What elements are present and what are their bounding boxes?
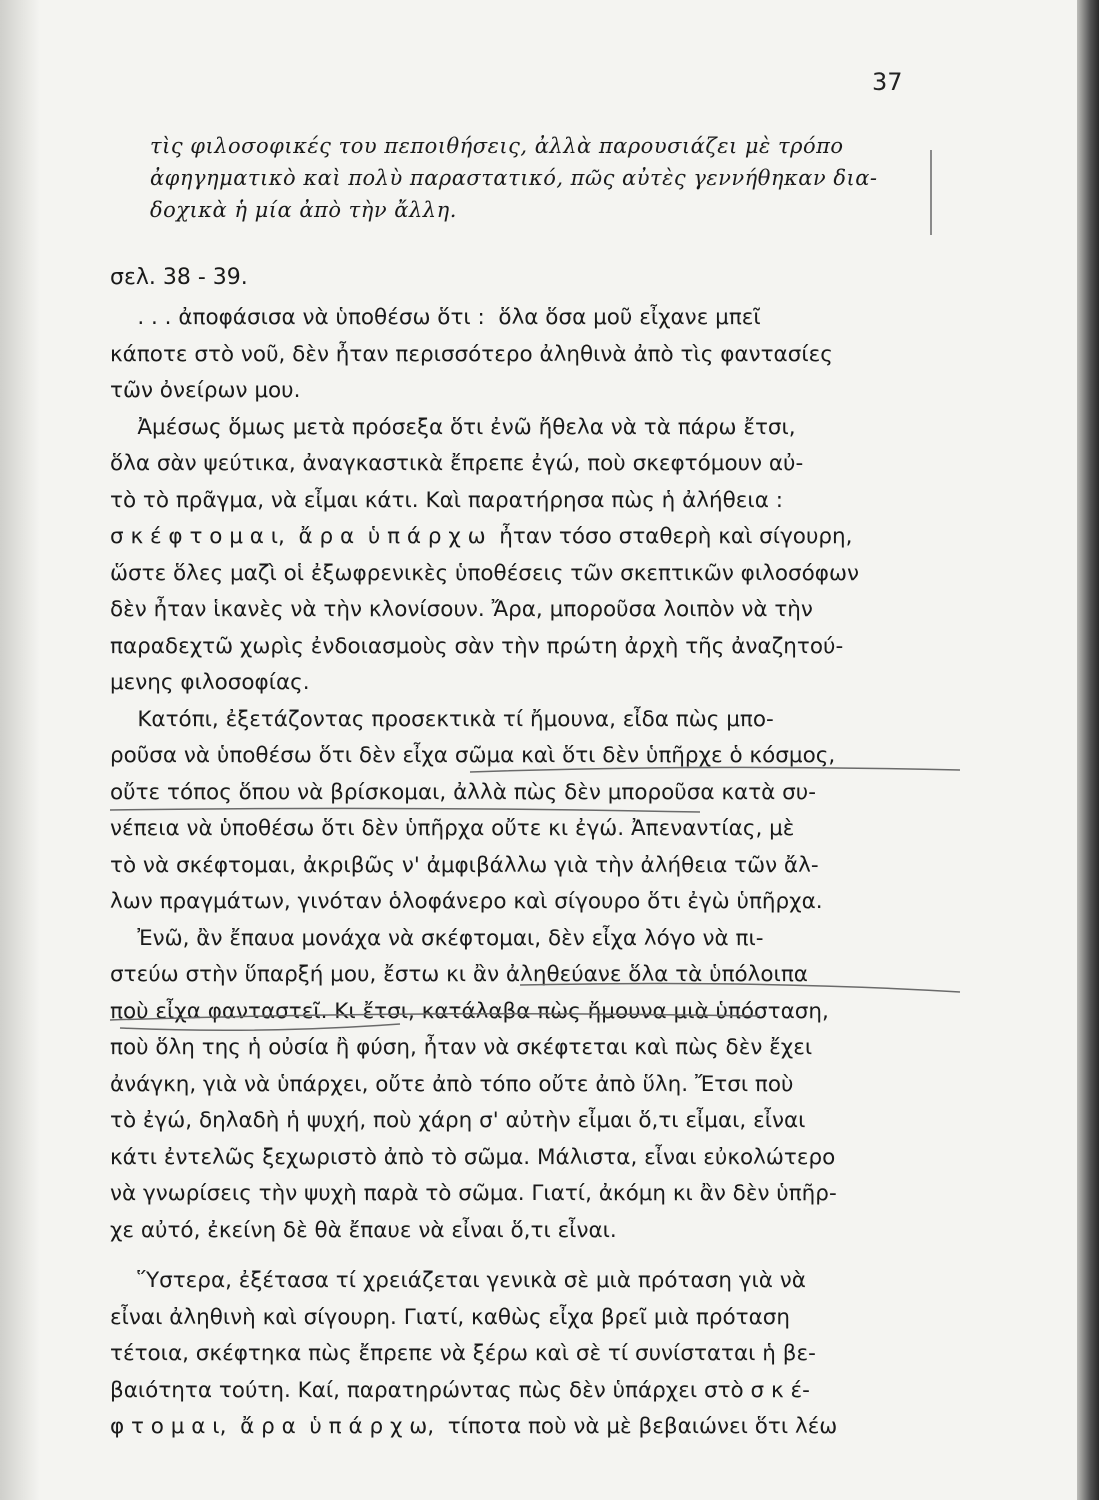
text-line: κάτι ἐντελῶς ξεχωριστὸ ἀπὸ τὸ σῶμα. Μάλιστα, εἶναι εὐκολώτερο — [110, 1144, 836, 1170]
quote-line: τὶς φιλοσοφικές του πεποιθήσεις, ἀλλὰ παρουσιάζει μὲ τρόπο — [150, 134, 844, 158]
text-line: ὅλα σὰν ψεύτικα, ἀναγκαστικὰ ἔπρεπε ἐγώ, ποὺ σκεφτόμουν αὐ- — [110, 451, 804, 476]
text-line: νὰ γνωρίσεις τὴν ψυχὴ παρὰ τὸ σῶμα. Γιατί, ἀκόμη κι ἂν δὲν ὑπῆρ- — [110, 1181, 837, 1206]
text-line: λων πραγμάτων, γινόταν ὁλοφάνερο καὶ σίγουρο ὅτι ἐγὼ ὑπῆρχα. — [110, 889, 823, 914]
text-line: Ἐνῶ, ἂν ἔπαυα μονάχα νὰ σκέφτομαι, δὲν εἶχα λόγο νὰ πι- — [110, 925, 764, 951]
scan-left-edge — [0, 0, 40, 1500]
text-line: Κατόπι, ἐξετάζοντας προσεκτικὰ τί ἤμουνα, εἶδα πὼς μπο- — [110, 706, 774, 732]
scan-right-edge — [1077, 0, 1099, 1500]
text-line: βαιότητα τούτη. Καί, παρατηρώντας πὼς δὲν ὑπάρχει στὸ σ κ έ- — [110, 1377, 810, 1403]
text-line: τῶν ὀνείρων μου. — [110, 378, 301, 403]
text-line: μενης φιλοσοφίας. — [110, 670, 310, 695]
text-line: νέπεια νὰ ὑποθέσω ὅτι δὲν ὑπῆρχα οὔτε κι ἐγώ. Ἀπεναντίας, μὲ — [110, 816, 795, 841]
paragraph-3 — [110, 1263, 922, 1446]
text-line: τὸ νὰ σκέφτομαι, ἀκριβῶς ν' ἀμφιβάλλω γιὰ τὴν ἀλήθεια τῶν ἄλ- — [110, 852, 819, 878]
paragraph-2 — [110, 702, 922, 1250]
text-line: χε αὐτό, ἐκείνη δὲ θὰ ἔπαυε νὰ εἶναι ὅ,τι εἶναι. — [110, 1217, 617, 1243]
text-line: στεύω στὴν ὕπαρξή μου, ἔστω κι ἂν ἀληθεύανε ὅλα τὰ ὑπόλοιπα — [110, 962, 808, 987]
quote-line: δοχικὰ ἡ μία ἀπὸ τὴν ἄλλη. — [150, 198, 457, 222]
body-text — [110, 300, 922, 1446]
page-number: 37 — [872, 68, 903, 96]
text-line: τὸ τὸ πρᾶγμα, νὰ εἶμαι κάτι. Καὶ παρατήρησα πὼς ἡ ἀλήθεια : — [110, 487, 783, 513]
italic-quote — [150, 130, 920, 226]
text-line: ποὺ ὅλη της ἡ οὐσία ἢ φύση, ἦταν νὰ σκέφτεται καὶ πὼς δὲν ἔχει — [110, 1035, 813, 1060]
quote-line: ἀφηγηματικὸ καὶ πολὺ παραστατικό, πῶς αὐτὲς γεννήθηκαν δια- — [150, 166, 878, 190]
paragraph-1 — [110, 300, 922, 702]
text-line: ποὺ εἶχα φανταστεῖ. Κι ἔτσι, κατάλαβα πὼς ἤμουνα μιὰ ὑπόσταση, — [110, 998, 829, 1024]
text-line: . . . ἀποφάσισα νὰ ὑποθέσω ὅτι : ὅλα ὅσα μοῦ εἶχανε μπεῖ — [110, 305, 761, 330]
text-line: σ κ έ φ τ ο μ α ι, ἄ ρ α ὑ π ά ρ χ ω ἦταν τόσο σταθερὴ καὶ σίγουρη, — [110, 524, 853, 549]
text-line: Ὕστερα, ἐξέτασα τί χρειάζεται γενικὰ σὲ μιὰ πρόταση γιὰ νὰ — [110, 1268, 806, 1293]
text-line: Ἀμέσως ὅμως μετὰ πρόσεξα ὅτι ἐνῶ ἤθελα νὰ τὰ πάρω ἔτσι, — [110, 414, 796, 440]
text-line: ροῦσα νὰ ὑποθέσω ὅτι δὲν εἶχα σῶμα καὶ ὅτι δὲν ὑπῆρχε ὁ κόσμος, — [110, 743, 836, 768]
text-line: ἀνάγκη, γιὰ νὰ ὑπάρχει, οὔτε ἀπὸ τόπο οὔτε ἀπὸ ὕλη. Ἔτσι ποὺ — [110, 1071, 794, 1097]
text-line: παραδεχτῶ χωρὶς ἐνδοιασμοὺς σὰν τὴν πρώτη ἀρχὴ τῆς ἀναζητού- — [110, 633, 844, 659]
text-line: ὥστε ὅλες μαζὶ οἱ ἐξωφρενικὲς ὑποθέσεις τῶν σκεπτικῶν φιλοσόφων — [110, 560, 859, 586]
section-reference: σελ. 38 - 39. — [110, 265, 248, 290]
text-line: τὸ ἐγώ, δηλαδὴ ἡ ψυχή, ποὺ χάρη σ' αὐτὴν εἶμαι ὅ,τι εἶμαι, εἶναι — [110, 1108, 806, 1133]
text-line: φ τ ο μ α ι, ἄ ρ α ὑ π ά ρ χ ω, τίποτα ποὺ νὰ μὲ βεβαιώνει ὅτι λέω — [110, 1414, 838, 1439]
text-line: εἶναι ἀληθινὴ καὶ σίγουρη. Γιατί, καθὼς εἶχα βρεῖ μιὰ πρόταση — [110, 1304, 790, 1330]
text-line: δὲν ἦταν ἱκανὲς νὰ τὴν κλονίσουν. Ἄρα, μποροῦσα λοιπὸν νὰ τὴν — [110, 597, 813, 622]
text-line: κάποτε στὸ νοῦ, δὲν ἦταν περισσότερο ἀληθινὰ ἀπὸ τὶς φαντασίες — [110, 341, 833, 367]
text-line: τέτοια, σκέφτηκα πὼς ἔπρεπε νὰ ξέρω καὶ σὲ τί συνίσταται ἡ βε- — [110, 1341, 816, 1366]
text-line: οὔτε τόπος ὅπου νὰ βρίσκομαι, ἀλλὰ πὼς δὲν μποροῦσα κατὰ συ- — [110, 779, 816, 805]
margin-mark — [930, 150, 932, 235]
